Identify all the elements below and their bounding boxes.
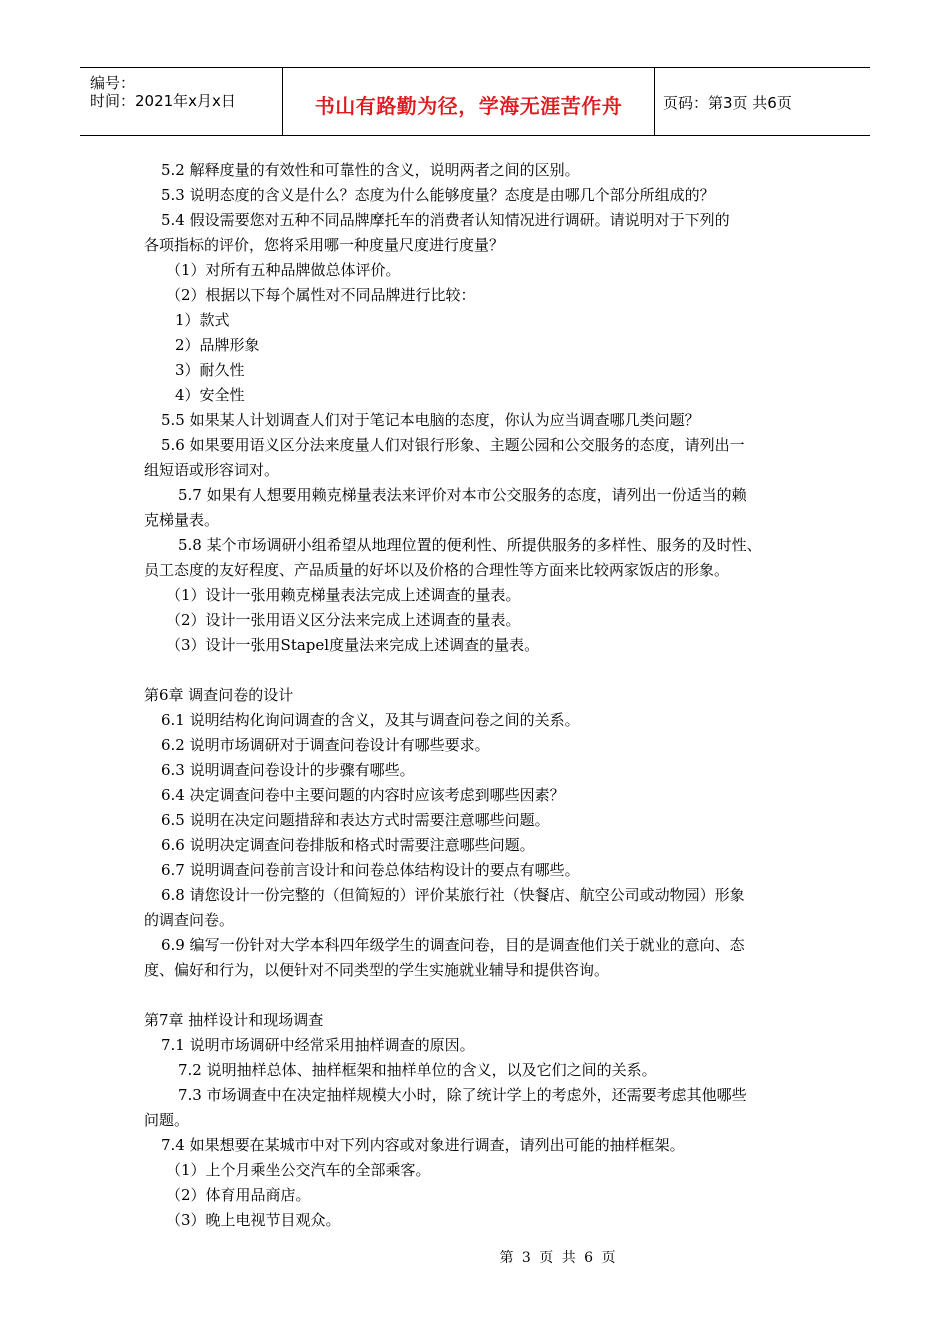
- document-body: [144, 158, 824, 1233]
- list-item: （1）对所有五种品牌做总体评价。: [166, 261, 401, 279]
- header-middle-cell: [283, 68, 655, 135]
- text-line: 7.3 市场调查中在决定抽样规模大小时，除了统计学上的考虑外，还需要考虑其他哪些: [178, 1086, 747, 1104]
- text-line: 7.4 如果想要在某城市中对下列内容或对象进行调查，请列出可能的抽样框架。: [161, 1136, 685, 1154]
- text-line: 5.8 某个市场调研小组希望从地理位置的便利性、所提供服务的多样性、服务的及时性、: [178, 536, 762, 554]
- document-number-label: 编号：: [90, 74, 136, 92]
- list-item: 3）耐久性: [175, 361, 245, 379]
- chapter-heading: 第6章 调查问卷的设计: [144, 686, 294, 704]
- list-item: （1）上个月乘坐公交汽车的全部乘客。: [166, 1161, 431, 1179]
- text-line: 5.4 假设需要您对五种不同品牌摩托车的消费者认知情况进行调研。请说明对于下列的: [161, 211, 730, 229]
- text-line: 5.5 如果某人计划调查人们对于笔记本电脑的态度，你认为应当调查哪几类问题？: [161, 411, 700, 429]
- header-right-cell: [655, 68, 870, 135]
- list-item: （2）设计一张用语义区分法来完成上述调查的量表。: [166, 611, 521, 629]
- text-line: 6.2 说明市场调研对于调查问卷设计有哪些要求。: [161, 736, 490, 754]
- text-line: 6.8 请您设计一份完整的（但简短的）评价某旅行社（快餐店、航空公司或动物园）形象: [161, 886, 745, 904]
- list-item: （2）体育用品商店。: [166, 1186, 311, 1204]
- text-line: 7.1 说明市场调研中经常采用抽样调查的原因。: [161, 1036, 475, 1054]
- document-date-label: 时间：2021年x月x日: [90, 92, 236, 110]
- list-item: （2）根据以下每个属性对不同品牌进行比较：: [166, 286, 476, 304]
- list-item: （3）设计一张用Stapel度量法来完成上述调查的量表。: [166, 636, 540, 654]
- text-line: 的调查问卷。: [144, 911, 235, 929]
- text-line: 5.6 如果要用语义区分法来度量人们对银行形象、主题公园和公交服务的态度，请列出一: [161, 436, 745, 454]
- header-motto: 书山有路勤为径，学海无涯苦作舟: [314, 94, 623, 118]
- text-line: 6.1 说明结构化询问调查的含义，及其与调查问卷之间的关系。: [161, 711, 580, 729]
- text-line: 6.3 说明调查问卷设计的步骤有哪些。: [161, 761, 415, 779]
- list-item: （3）晚上电视节目观众。: [166, 1211, 341, 1229]
- text-line: 员工态度的友好程度、产品质量的好坏以及价格的合理性等方面来比较两家饭店的形象。: [144, 561, 730, 579]
- text-line: 5.7 如果有人想要用赖克梯量表法来评价对本市公交服务的态度，请列出一份适当的赖: [178, 486, 747, 504]
- page-header: [80, 67, 870, 136]
- list-item: 4）安全性: [175, 386, 245, 404]
- text-line: 问题。: [144, 1111, 190, 1129]
- text-line: 各项指标的评价，您将采用哪一种度量尺度进行度量？: [144, 236, 505, 254]
- text-line: 6.6 说明决定调查问卷排版和格式时需要注意哪些问题。: [161, 836, 535, 854]
- chapter-heading: 第7章 抽样设计和现场调查: [144, 1011, 324, 1029]
- text-line: 5.2 解释度量的有效性和可靠性的含义，说明两者之间的区别。: [161, 161, 580, 179]
- list-item: 1）款式: [175, 311, 230, 329]
- text-line: 6.7 说明调查问卷前言设计和问卷总体结构设计的要点有哪些。: [161, 861, 580, 879]
- paragraph-gap: [144, 983, 824, 1008]
- text-line: 组短语或形容词对。: [144, 461, 280, 479]
- text-line: 6.5 说明在决定问题措辞和表达方式时需要注意哪些问题。: [161, 811, 550, 829]
- text-line: 7.2 说明抽样总体、抽样框架和抽样单位的含义，以及它们之间的关系。: [178, 1061, 657, 1079]
- list-item: （1）设计一张用赖克梯量表法完成上述调查的量表。: [166, 586, 521, 604]
- page-footer: 第 3 页 共 6 页: [499, 1250, 616, 1266]
- text-line: 5.3 说明态度的含义是什么？态度为什么能够度量？态度是由哪几个部分所组成的？: [161, 186, 715, 204]
- text-line: 6.4 决定调查问卷中主要问题的内容时应该考虑到哪些因素？: [161, 786, 565, 804]
- text-line: 6.9 编写一份针对大学本科四年级学生的调查问卷，目的是调查他们关于就业的意向、态: [161, 936, 745, 954]
- list-item: 2）品牌形象: [175, 336, 260, 354]
- text-line: 度、偏好和行为，以便针对不同类型的学生实施就业辅导和提供咨询。: [144, 961, 610, 979]
- text-line: 克梯量表。: [144, 511, 220, 529]
- header-left-cell: [80, 68, 283, 135]
- paragraph-gap: [144, 658, 824, 683]
- header-page-indicator: 页码：第3页 共6页: [663, 94, 792, 112]
